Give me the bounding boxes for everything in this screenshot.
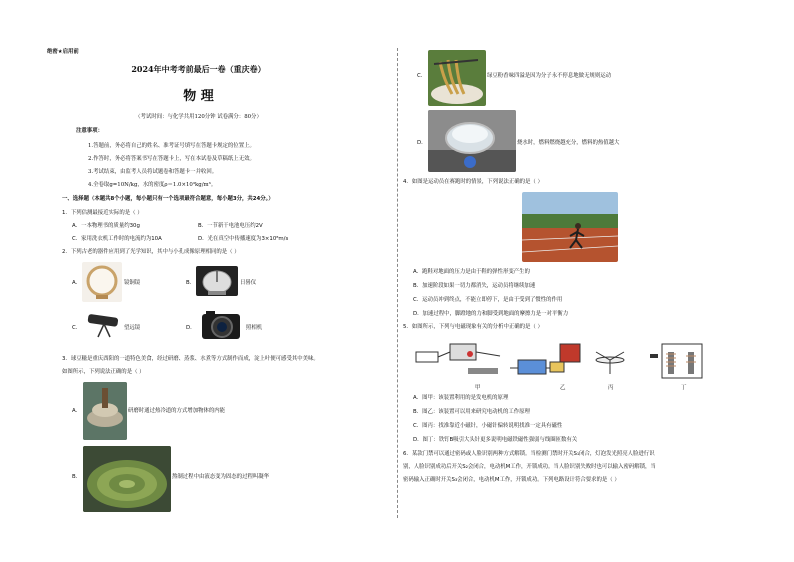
q3-b-label: 熬制过程中由液态变为固态的过程叫凝华 — [172, 474, 270, 480]
q5-stem: 5．如图所示，下列与电磁现象有关的分析中正确的是（ ） — [403, 324, 543, 330]
secret-label: 绝密★启用前 — [47, 49, 79, 55]
q5-option-d: D．图丁：铁钉B吸引大头针更多说明电磁铁磁性强弱与线圈匝数有关 — [413, 437, 578, 443]
fig-label-ding: 丁 — [681, 385, 687, 391]
q2-option-c: C． — [72, 325, 82, 331]
q3-option-d: D． — [417, 140, 427, 146]
circuit-diagrams-icon — [410, 334, 720, 390]
q2-b-label: 日晷仪 — [240, 280, 257, 286]
camera-image — [200, 308, 242, 342]
bronze-mirror-image — [82, 262, 122, 302]
q1-option-c: C．家用洗衣机工作时的电流约为10A — [72, 236, 162, 242]
q2-a-label: 镜铜镜 — [124, 280, 141, 286]
section-1-heading: 一、选择题（本题共8个小题，每小题只有一个选项最符合题意，每小题3分，共24分。） — [62, 196, 274, 202]
q2-c-label: 望远镜 — [124, 325, 141, 331]
q2-d-label: 照相机 — [246, 325, 263, 331]
q3-option-b: B． — [72, 474, 82, 480]
q3-option-c: C． — [417, 73, 427, 79]
q6-line-2: 别，人脸识别成功后开关S₂会闭合，电动机M工作，开锁成功。当人脸识别失败时也可以输入密码解锁，当 — [403, 464, 656, 470]
q3-stem-2: 如图所示，下列说法正确的是（ ） — [62, 369, 145, 375]
subject-title: 物 理 — [183, 89, 214, 104]
q5-option-a: A．图甲：该装置利用的是发电机的原理 — [413, 395, 509, 401]
q1-stem: 1．下列估测最接近实际的是（ ） — [62, 210, 143, 216]
q6-line-3: 密码输入正确时开关S₃会闭合，电动机M工作，开锁成功。下列电路设计符合要求的是（ ） — [403, 477, 620, 483]
mirror-icon — [82, 262, 122, 302]
column-divider — [397, 48, 398, 518]
sundial-image — [196, 266, 238, 296]
sundial-icon — [196, 266, 238, 296]
q2-option-a: A． — [72, 280, 82, 286]
note-item-2: 2.作答时，务必将答案书写在答题卡上，写在本试卷及草稿纸上无效。 — [88, 156, 255, 162]
q4-stem: 4．如图是运动员在赛跑时的情景，下列说法正确的是（ ） — [403, 179, 543, 185]
q1-option-b: B．一节新干电池电压约2V — [198, 223, 263, 229]
pan-icon — [83, 446, 171, 512]
electromagnetism-figures — [410, 334, 720, 390]
note-item-1: 1.答题前，务必将自己的姓名、准考证号填写在答题卡规定的位置上。 — [88, 143, 255, 149]
q2-option-d: D． — [186, 325, 196, 331]
boiling-water-image — [428, 110, 516, 172]
stone-mill-icon — [83, 382, 127, 440]
exam-info: （考试时间：与化学共用120分钟 试卷满分：80分） — [135, 114, 262, 120]
q4-option-c: C．运动员冲到终点，不能立即停下，是由于受到了惯性的作用 — [413, 297, 563, 303]
q3-a-label: 研磨时通过热冷道的方式增加物体的内能 — [128, 408, 226, 414]
runner-image — [522, 192, 618, 262]
q3-stem: 3．球豆糍是重庆酉阳的一道特色美食，经过研磨、蒸浆、水煮等方式制作而成，淀上叶便可感受其中美味。 — [62, 356, 319, 362]
q2-stem: 2．下列古老的器件应用到了光学知识，其中与小孔成像原理相同的是（ ） — [62, 249, 240, 255]
note-item-4: 4.全卷取g=10N/kg，水的密度ρ＝1.0×10³kg/m³。 — [88, 182, 217, 188]
noodles-image — [428, 50, 486, 106]
runner-icon — [522, 192, 618, 262]
fig-label-jia: 甲 — [475, 385, 481, 391]
notes-heading: 注意事项： — [76, 128, 103, 134]
q6-line-1: 6．某款门禁可以通过密码或人脸识别两种方式解锁。当检测门禁时开关S₁闭合，灯泡发光照亮人脸进行识 — [403, 451, 655, 457]
q1-option-a: A．一本物理书的质量约30g — [72, 223, 140, 229]
fig-label-yi: 乙 — [560, 385, 566, 391]
q2-option-b: B． — [186, 280, 196, 286]
note-item-3: 3.考试结束，由监考人员将试题卷和答题卡一并收回。 — [88, 169, 218, 175]
telescope-icon — [84, 310, 124, 338]
pot-icon — [428, 110, 516, 172]
q5-option-b: B．图乙：该装置可以用来研究电动机的工作原理 — [413, 409, 530, 415]
q4-option-b: B．加速阶段如果一切力都消失，运动员将继续加速 — [413, 283, 536, 289]
fig-label-bing: 丙 — [608, 385, 614, 391]
q3-option-a: A． — [72, 408, 82, 414]
q1-option-d: D．光在真空中传播速度为3×10⁸m/s — [198, 236, 289, 242]
telescope-image — [84, 310, 124, 338]
noodles-icon — [428, 50, 486, 106]
q4-option-a: A．跑鞋对地面的压力是由于鞋的弹性形变产生的 — [413, 269, 530, 275]
q5-option-c: C．图丙：找准靠近小磁针，小磁针偏转说明找准一定具有磁性 — [413, 423, 563, 429]
q3-d-label: 烧水时，燃料燃烧越充分，燃料的热值越大 — [517, 140, 620, 146]
q3-c-label: 绿豆粉香味四溢是因为分子永不停息地做无规则运动 — [487, 73, 611, 79]
grinding-stone-image — [83, 382, 127, 440]
cooking-pan-image — [83, 446, 171, 512]
camera-icon — [200, 308, 242, 342]
exam-title: 2024年中考考前最后一卷（重庆卷） — [131, 64, 266, 74]
q4-option-d: D．加速过程中，脚蹬地的力和脚受到地面的摩擦力是一对平衡力 — [413, 311, 569, 317]
